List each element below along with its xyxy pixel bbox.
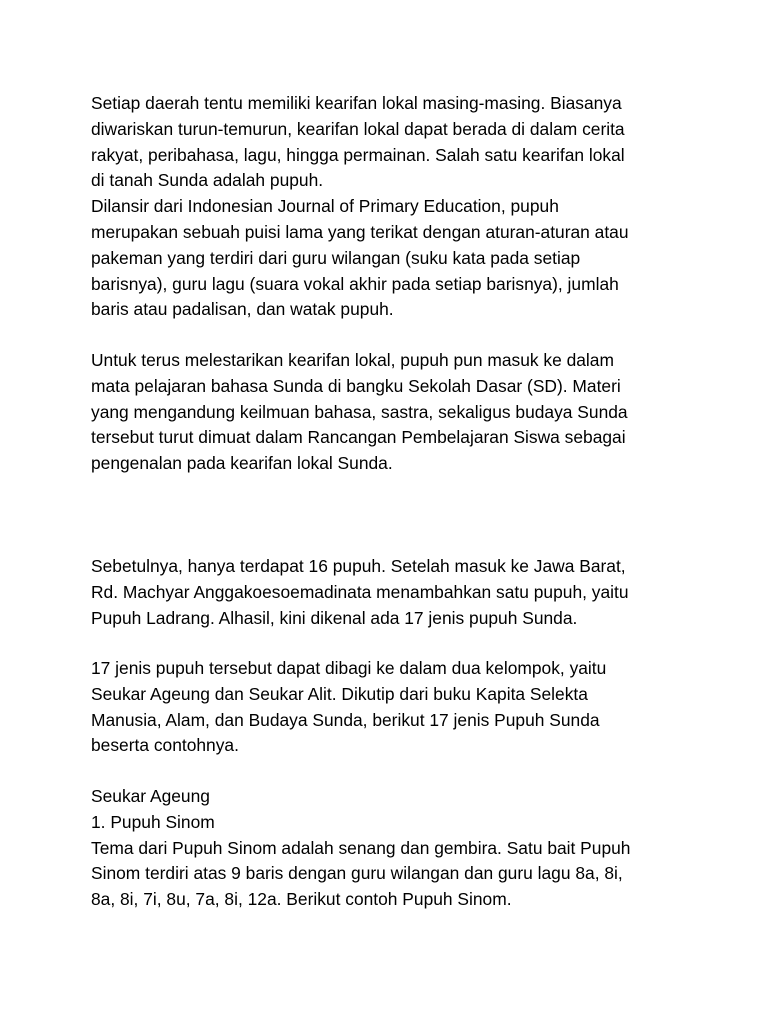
paragraph-intro <box>91 91 691 323</box>
text-line: yang mengandung keilmuan bahasa, sastra, sekaligus budaya Sunda <box>91 401 628 422</box>
text-line: Setiap daerah tentu memiliki kearifan lokal masing-masing. Biasanya <box>91 93 622 113</box>
text-line: Rd. Machyar Anggakoesoemadinata menambahkan satu pupuh, yaitu <box>91 581 629 602</box>
text-line: Dilansir dari Indonesian Journal of Primary Education, pupuh <box>91 196 559 217</box>
list-item-heading: 1. Pupuh Sinom <box>91 811 215 832</box>
section-heading: Seukar Ageung <box>91 786 210 806</box>
text-line: barisnya), guru lagu (suara vokal akhir pada setiap barisnya), jumlah <box>91 273 619 294</box>
text-line: Untuk terus melestarikan kearifan lokal, pupuh pun masuk ke dalam <box>91 350 614 370</box>
text-line: 8a, 8i, 7i, 8u, 7a, 8i, 12a. Berikut contoh Pupuh Sinom. <box>91 889 512 910</box>
text-line: tersebut turut dimuat dalam Rancangan Pembelajaran Siswa sebagai <box>91 427 626 448</box>
text-line: Pupuh Ladrang. Alhasil, kini dikenal ada 17 jenis pupuh Sunda. <box>91 607 578 628</box>
text-line: beserta contohnya. <box>91 735 239 756</box>
text-line: Manusia, Alam, dan Budaya Sunda, berikut 17 jenis Pupuh Sunda <box>91 709 600 730</box>
text-line: Tema dari Pupuh Sinom adalah senang dan gembira. Satu bait Pupuh <box>91 837 631 858</box>
text-line: Sinom terdiri atas 9 baris dengan guru wilangan dan guru lagu 8a, 8i, <box>91 863 623 884</box>
text-line: di tanah Sunda adalah pupuh. <box>91 170 324 191</box>
paragraph-history <box>91 554 691 631</box>
text-line: diwariskan turun-temurun, kearifan lokal dapat berada di dalam cerita <box>91 118 625 139</box>
paragraph-groups <box>91 656 691 759</box>
text-line: pakeman yang terdiri dari guru wilangan (suku kata pada setiap <box>91 247 581 268</box>
text-line: merupakan sebuah puisi lama yang terikat dengan aturan-aturan atau <box>91 221 629 242</box>
text-line: Seukar Ageung dan Seukar Alit. Dikutip dari buku Kapita Selekta <box>91 683 588 704</box>
section-seukar-ageung <box>91 784 691 913</box>
text-line: rakyat, peribahasa, lagu, hingga permainan. Salah satu kearifan lokal <box>91 144 625 165</box>
text-line: mata pelajaran bahasa Sunda di bangku Sekolah Dasar (SD). Materi <box>91 375 621 396</box>
paragraph-curriculum <box>91 348 691 477</box>
text-line: 17 jenis pupuh tersebut dapat dibagi ke dalam dua kelompok, yaitu <box>91 658 607 678</box>
text-line: Sebetulnya, hanya terdapat 16 pupuh. Setelah masuk ke Jawa Barat, <box>91 556 626 576</box>
text-line: pengenalan pada kearifan lokal Sunda. <box>91 453 393 474</box>
text-line: baris atau padalisan, dan watak pupuh. <box>91 299 394 320</box>
